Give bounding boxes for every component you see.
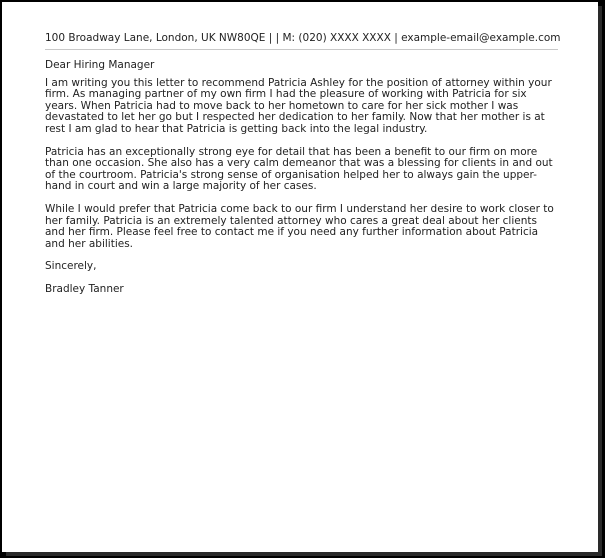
- contact-header: 100 Broadway Lane, London, UK NW80QE | | M: (020) XXXX XXXX | example-email@example.com: [45, 32, 561, 44]
- letter-page: [2, 2, 598, 552]
- header-divider: [45, 49, 558, 50]
- paragraph-2: Patricia has an exceptionally strong eye for detail that has been a benefit to our firm on more than one occasion. She also has a very calm demeanor that was a blessing for clients in and out of the courtroom. Patricia's strong sense of organisation helped her to always gain the upper-hand in court and win a large majority of her cases.: [45, 145, 553, 193]
- signature-name: Bradley Tanner: [45, 282, 124, 295]
- paragraph-3: While I would prefer that Patricia come back to our firm I understand her desire to work closer to her family. Patricia is an extremely talented attorney who cares a great deal about her clients and her firm. Please feel free to contact me if you need any further information about Patricia and her abilities.: [45, 202, 554, 250]
- paragraph-1: I am writing you this letter to recommend Patricia Ashley for the position of attorney within your firm. As managing partner of my own firm I had the pleasure of working with Patricia for six years. When Patricia had to move back to her hometown to care for her sick mother I was devastated to let her go but I respected her dedication to her family. Now that her mother is at rest I am glad to hear that Patricia is getting back into the legal industry.: [45, 76, 552, 135]
- letter-body: [45, 60, 560, 307]
- salutation: Dear Hiring Manager: [45, 59, 155, 71]
- closing: Sincerely,: [45, 260, 97, 273]
